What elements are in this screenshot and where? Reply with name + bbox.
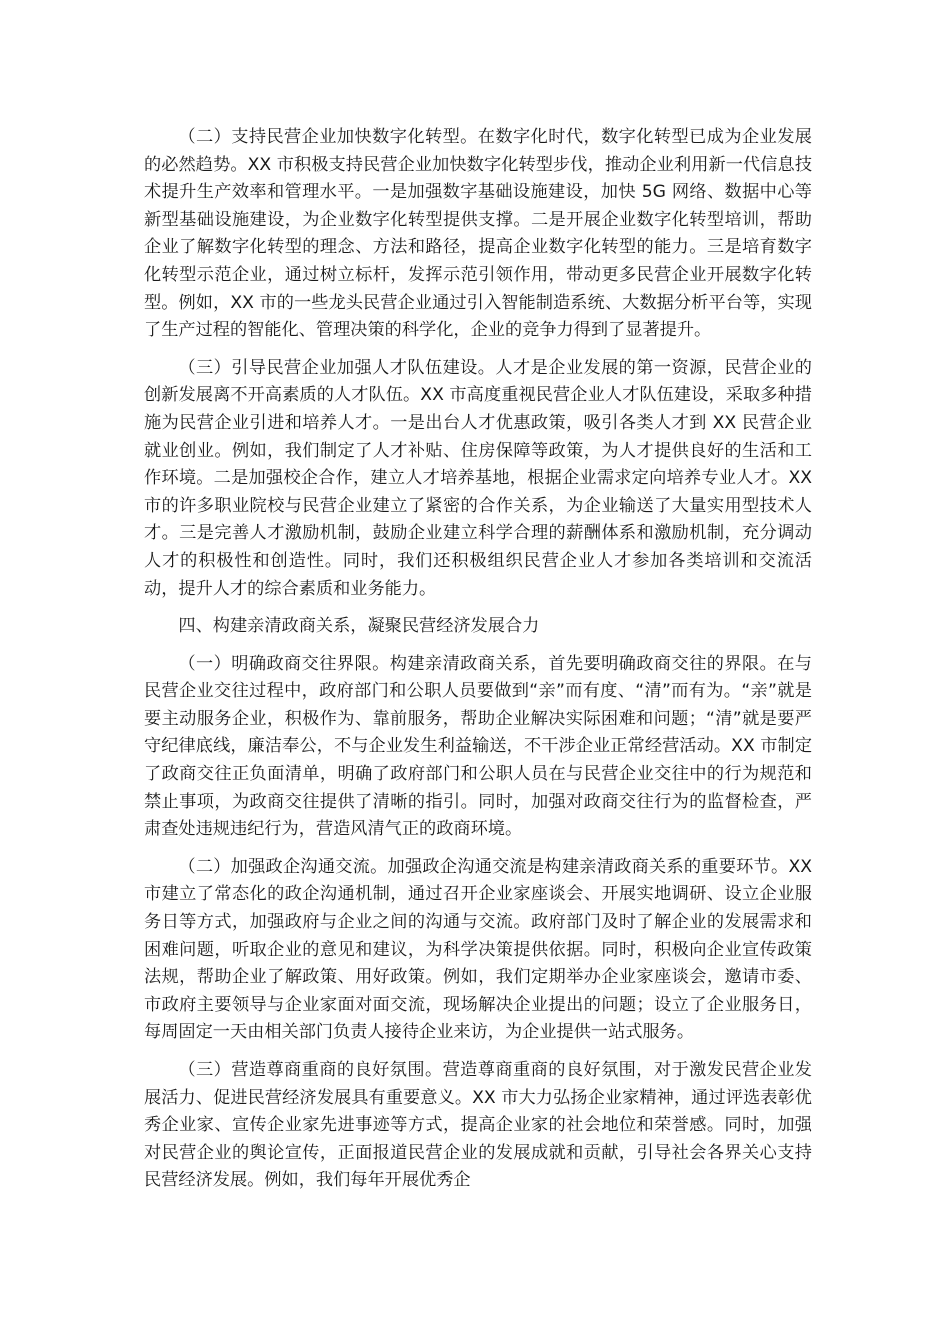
document-page [144,124,812,1205]
paragraph-talent-building: （三）引导民营企业加强人才队伍建设。人才是企业发展的第一资源，民营企业的创新发展离不开高素质的人才队伍。XX 市高度重视民营企业人才队伍建设，采取多种措施为民营企业引进和培养人才。一是出台人才优惠政策，吸引各类人才到 XX 民营企业就业创业。例如，我们制定了人才补贴、住房保障等政策，为人才提供良好的生活和工作环境。二是加强校企合作，建立人才培养基地，根据企业需求定向培养专业人才。XX 市的许多职业院校与民营企业建立了紧密的合作关系，为企业输送了大量实用型技术人才。三是完善人才激励机制，鼓励企业建立科学合理的薪酬体系和激励机制，充分调动人才的积极性和创造性。同时，我们还积极组织民营企业人才参加各类培训和交流活动，提升人才的综合素质和业务能力。 [144,357,812,599]
paragraph-respect-business-atmosphere: （三）营造尊商重商的良好氛围。营造尊商重商的良好氛围，对于激发民营企业发展活力、促进民营经济发展具有重要意义。XX 市大力弘扬企业家精神，通过评选表彰优秀企业家、宣传企业家先进事迹等方式，提高企业家的社会地位和荣誉感。同时，加强对民营企业的舆论宣传，正面报道民营企业的发展成就和贡献，引导社会各界关心支持民营经济发展。例如，我们每年开展优秀企 [144,1060,812,1191]
paragraph-gov-business-communication: （二）加强政企沟通交流。加强政企沟通交流是构建亲清政商关系的重要环节。XX 市建立了常态化的政企沟通机制，通过召开企业家座谈会、开展实地调研、设立企业服务日等方式，加强政府与企业之间的沟通与交流。政府部门及时了解企业的发展需求和困难问题，听取企业的意见和建议，为科学决策提供依据。同时，积极向企业宣传政策法规，帮助企业了解政策、用好政策。例如，我们定期举办企业家座谈会，邀请市委、市政府主要领导与企业家面对面交流，现场解决企业提出的问题；设立了企业服务日，每周固定一天由相关部门负责人接待企业来访，为企业提供一站式服务。 [144,856,812,1043]
paragraph-digital-transformation: （二）支持民营企业加快数字化转型。在数字化时代，数字化转型已成为企业发展的必然趋势。XX 市积极支持民营企业加快数字化转型步伐，推动企业利用新一代信息技术提升生产效率和管理水平。一是加强数字基础设施建设，加快 5G 网络、数据中心等新型基础设施建设，为企业数字化转型提供支撑。二是开展企业数字化转型培训，帮助企业了解数字化转型的理念、方法和路径，提高企业数字化转型的能力。三是培育数字化转型示范企业，通过树立标杆，发挥示范引领作用，带动更多民营企业开展数字化转型。例如，XX 市的一些龙头民营企业通过引入智能制造系统、大数据分析平台等，实现了生产过程的智能化、管理决策的科学化，企业的竞争力得到了显著提升。 [144,127,813,341]
section-heading: 四、构建亲清政商关系，凝聚民营经济发展合力 [178,616,540,637]
paragraph-gov-business-boundaries: （一）明确政商交往界限。构建亲清政商关系，首先要明确政商交往的界限。在与民营企业交往过程中，政府部门和公职人员要做到“亲”而有度、“清”而有为。“亲”就是要主动服务企业，积极作为、靠前服务，帮助企业解决实际困难和问题；“清”就是要严守纪律底线，廉洁奉公，不与企业发生利益输送，不干涉企业正常经营活动。XX 市制定了政商交往正负面清单，明确了政府部门和公职人员在与民营企业交往中的行为规范和禁止事项，为政商交往提供了清晰的指引。同时，加强对政商交往行为的监督检查，严肃查处违规违纪行为，营造风清气正的政商环境。 [144,653,813,840]
